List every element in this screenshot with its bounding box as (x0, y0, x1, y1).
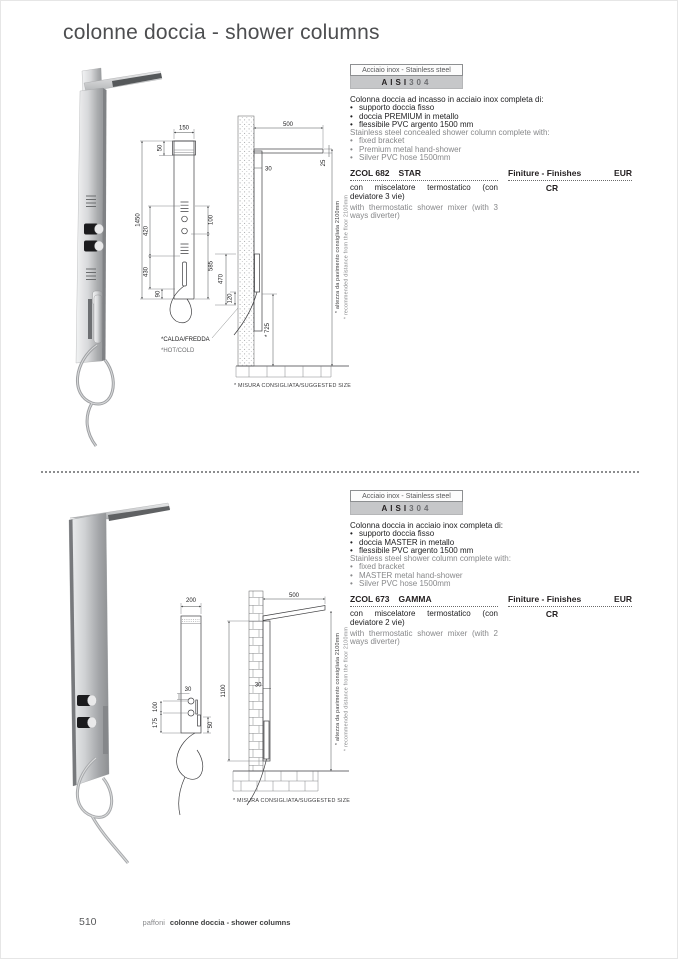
dim-side-lower: 470 (218, 273, 225, 285)
footer-brand: paffoni (142, 918, 165, 927)
hot-cold-leader (212, 308, 238, 338)
floor-bricks (236, 366, 349, 377)
product-code: ZCOL 682 (350, 168, 390, 179)
finish-value: CR (545, 183, 559, 194)
dim-front-width: 200 (185, 598, 197, 604)
grade-steel: AISI (381, 503, 410, 513)
product-info-gamma (350, 490, 640, 647)
shower-arm (263, 606, 325, 621)
material-label: Acciaio inox - Stainless steel (350, 490, 463, 502)
dim-front-knob-gap: 100 (208, 214, 215, 226)
product-code-row (350, 168, 498, 181)
front-view (136, 126, 215, 323)
grade-number: 304 (409, 77, 432, 87)
footer-section-title: colonne doccia - shower columns (169, 918, 291, 927)
note-height-en: * recommended distance from the floor 2100mm (343, 194, 350, 320)
hand-shower-holder (198, 715, 201, 726)
dim-side-depth: 30 (265, 166, 272, 173)
shower-arm (254, 149, 323, 153)
grade-steel: AISI (381, 77, 410, 87)
variant-description-it: con miscelatore termostatico (con deviatore 2 vie) (350, 609, 498, 627)
bullet-item: • flessibile PVC argento 1500 mm (350, 547, 635, 555)
steel-grade-label (350, 76, 463, 90)
dim-front-lower-right: 585 (208, 260, 215, 272)
finishes-header (508, 594, 632, 607)
dim-front-upper: 420 (143, 225, 150, 237)
dim-front-bottom: 90 (155, 290, 162, 298)
finishes-label: Finiture - Finishes (508, 168, 582, 179)
bullet-item: • doccia MASTER in metallo (350, 539, 635, 547)
product-row (350, 168, 632, 220)
dim-front-knob-gap: 100 (153, 701, 159, 713)
note-height-it: * altezza da pavimento consigliata 2100mm (335, 632, 341, 746)
section-separator (41, 471, 639, 473)
bullet-item: • Silver PVC hose 1500mm (350, 154, 635, 162)
dim-front-jets: 30 (184, 687, 192, 693)
dim-side-depth: 30 (254, 682, 262, 689)
hose-loop (177, 733, 203, 815)
dim-side-floor-gap: * 725 (265, 322, 271, 338)
eur-label: EUR (614, 594, 632, 605)
hand-shower-rail (103, 706, 108, 754)
bullet-item: • fixed bracket (350, 137, 635, 145)
dim-front-total: 1450 (135, 213, 142, 227)
wall-hatch (238, 116, 254, 366)
dim-side-arm: 500 (288, 593, 300, 599)
note-hot-cold-it: *CALDA/FREDDA (161, 337, 210, 343)
hose-loop (170, 286, 191, 323)
technical-drawing-star (131, 114, 351, 406)
page-footer (79, 916, 290, 928)
product-row (350, 594, 632, 646)
bullet-item: • doccia PREMIUM in metallo (350, 113, 635, 121)
dim-front-head: 50 (157, 144, 164, 152)
dim-side-total: 1100 (221, 684, 227, 698)
technical-drawing-gamma (151, 589, 351, 819)
dim-front-lower: 175 (153, 717, 159, 729)
dim-front-width: 150 (178, 125, 190, 132)
variant-description-en: with thermostatic shower mixer (with 3 ways diverter) (350, 202, 498, 221)
variant-description-en: with thermostatic shower mixer (with 2 ways diverter) (350, 628, 498, 647)
stainless-steel-badge (350, 64, 463, 89)
page-title: colonne doccia - shower columns (63, 21, 380, 44)
product-code: ZCOL 673 (350, 594, 390, 605)
steel-grade-label (350, 502, 463, 516)
side-view (221, 591, 350, 805)
stainless-steel-badge (350, 490, 463, 515)
hand-shower-side (264, 721, 269, 759)
eur-label: EUR (614, 168, 632, 179)
description-title-en: Stainless steel shower column complete with: (350, 554, 511, 564)
bullet-item: • supporto doccia fisso (350, 104, 635, 112)
variant-description-it: con miscelatore termostatico (con deviatore 3 vie) (350, 183, 498, 201)
note-suggested-size: * MISURA CONSIGLIATA/SUGGESTED SIZE (233, 798, 351, 804)
bullet-item: • Silver PVC hose 1500mm (350, 580, 635, 588)
finish-value: CR (545, 609, 559, 620)
product-name: STAR (398, 168, 422, 179)
bullet-item: • Premium metal hand-shower (350, 146, 635, 154)
dim-side-bottom: 120 (227, 293, 234, 304)
bullet-item: • MASTER metal hand-shower (350, 572, 635, 580)
side-view (161, 116, 351, 389)
product-description (350, 522, 635, 588)
note-hot-cold-en: *HOT/COLD (161, 348, 195, 354)
dim-front-holder: 50 (208, 721, 214, 729)
description-title-it: Colonna doccia in acciaio inox completa di: (350, 521, 503, 530)
bullet-item: • flessibile PVC argento 1500 mm (350, 121, 635, 129)
product-description (350, 96, 635, 162)
hand-shower-side (255, 254, 260, 292)
dim-side-arm: 500 (282, 122, 294, 128)
description-title-en: Stainless steel concealed shower column complete with: (350, 128, 550, 138)
description-title-it: Colonna doccia ad incasso in acciaio inox completa di: (350, 95, 544, 104)
material-label: Acciaio inox - Stainless steel (350, 64, 463, 76)
footer-page-number: 510 (79, 916, 97, 928)
product-code-row (350, 594, 498, 607)
wall-bricks (249, 591, 263, 771)
finishes-header (508, 168, 632, 181)
grade-number: 304 (409, 503, 432, 513)
note-height-it: * altezza da pavimento consigliata 2100mm (335, 200, 341, 314)
bullet-item: • supporto doccia fisso (350, 530, 635, 538)
product-info-star (350, 64, 640, 221)
front-view (153, 598, 214, 815)
finishes-label: Finiture - Finishes (508, 594, 582, 605)
bullet-item: • fixed bracket (350, 563, 635, 571)
floor-bricks (233, 771, 349, 791)
product-name: GAMMA (398, 594, 432, 605)
note-suggested-size: * MISURA CONSIGLIATA/SUGGESTED SIZE (234, 383, 351, 389)
dim-front-lower: 430 (143, 266, 150, 278)
note-height-en: * recommended distance from the floor 2100mm (343, 626, 350, 752)
dim-side-arm-thickness: 25 (321, 159, 327, 167)
